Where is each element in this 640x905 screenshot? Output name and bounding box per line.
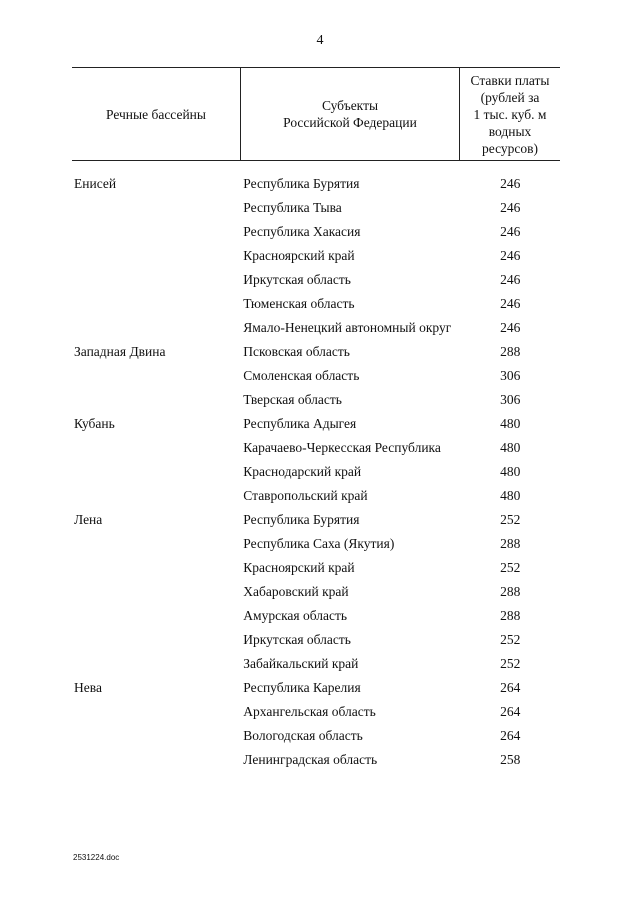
basin-cell	[72, 247, 243, 264]
basin-cell	[72, 295, 243, 312]
table-row	[72, 196, 560, 220]
rate-cell: 246	[500, 272, 521, 287]
basin-cell	[72, 583, 243, 600]
table-body	[72, 172, 560, 772]
rate-cell: 246	[500, 296, 521, 311]
subject-cell: Псковская область	[243, 344, 350, 359]
rate-cell: 288	[500, 608, 521, 623]
rate-cell: 252	[500, 656, 521, 671]
rate-cell: 258	[500, 752, 521, 767]
table-row	[72, 652, 560, 676]
table-row	[72, 580, 560, 604]
table-row	[72, 388, 560, 412]
subject-cell: Забайкальский край	[243, 656, 359, 671]
rate-cell: 246	[500, 248, 521, 263]
document-file-id: 2531224.doc	[73, 853, 120, 862]
rate-cell: 480	[500, 464, 521, 479]
subject-cell: Ямало-Ненецкий автономный округ	[243, 320, 452, 335]
table-row	[72, 268, 560, 292]
subject-cell: Республика Тыва	[243, 200, 342, 215]
basin-cell	[72, 751, 243, 768]
subject-cell: Ленинградская область	[243, 752, 378, 767]
header-rate: Ставки платы (рублей за 1 тыс. куб. м водных ресурсов)	[470, 72, 550, 156]
table-row	[72, 172, 560, 196]
subject-cell: Республика Саха (Якутия)	[243, 536, 395, 551]
table-row	[72, 700, 560, 724]
rate-cell: 246	[500, 224, 521, 239]
table-row	[72, 436, 560, 460]
table-row	[72, 676, 560, 700]
rate-cell: 306	[500, 368, 521, 383]
table-row	[72, 292, 560, 316]
rate-cell: 264	[500, 704, 521, 719]
rate-cell: 264	[500, 728, 521, 743]
table-row	[72, 220, 560, 244]
table-row	[72, 532, 560, 556]
table-header	[72, 67, 560, 161]
subject-cell: Республика Карелия	[243, 680, 361, 695]
basin-cell	[72, 367, 243, 384]
header-basin: Речные бассейны	[106, 106, 206, 122]
subject-cell: Краснодарский край	[243, 464, 362, 479]
subject-cell: Хабаровский край	[243, 584, 349, 599]
rate-cell: 288	[500, 584, 521, 599]
basin-cell	[72, 199, 243, 216]
rate-cell: 252	[500, 560, 521, 575]
basin-cell	[72, 607, 243, 624]
table-row	[72, 364, 560, 388]
basin-cell: Нева	[74, 680, 102, 695]
basin-cell	[72, 631, 243, 648]
subject-cell: Республика Адыгея	[243, 416, 357, 431]
subject-cell: Архангельская область	[243, 704, 376, 719]
basin-cell	[72, 391, 243, 408]
basin-cell	[72, 703, 243, 720]
subject-cell: Республика Бурятия	[243, 512, 360, 527]
subject-cell: Иркутская область	[243, 632, 351, 647]
subject-cell: Республика Хакасия	[243, 224, 361, 239]
table-row	[72, 316, 560, 340]
subject-cell: Вологодская область	[243, 728, 363, 743]
basin-cell	[72, 559, 243, 576]
basin-cell: Енисей	[74, 176, 117, 191]
basin-cell: Кубань	[74, 416, 115, 431]
rate-cell: 288	[500, 344, 521, 359]
subject-cell: Ставропольский край	[243, 488, 368, 503]
subject-cell: Красноярский край	[243, 248, 355, 263]
basin-cell: Западная Двина	[74, 344, 166, 359]
table-row	[72, 628, 560, 652]
rate-cell: 264	[500, 680, 521, 695]
subject-cell: Амурская область	[243, 608, 348, 623]
rate-cell: 288	[500, 536, 521, 551]
basin-cell	[72, 463, 243, 480]
table-row	[72, 244, 560, 268]
basin-cell	[72, 223, 243, 240]
subject-cell: Красноярский край	[243, 560, 355, 575]
subject-cell: Карачаево-Черкесская Республика	[243, 440, 441, 455]
table-row	[72, 412, 560, 436]
table-row	[72, 508, 560, 532]
table-row	[72, 748, 560, 772]
rate-cell: 246	[500, 320, 521, 335]
basin-cell	[72, 487, 243, 504]
rate-cell: 246	[500, 200, 521, 215]
rate-cell: 252	[500, 512, 521, 527]
rate-cell: 480	[500, 416, 521, 431]
subject-cell: Иркутская область	[243, 272, 351, 287]
rate-cell: 246	[500, 176, 521, 191]
page-number: 4	[316, 33, 324, 48]
rate-cell: 306	[500, 392, 521, 407]
basin-cell	[72, 727, 243, 744]
subject-cell: Смоленская область	[243, 368, 360, 383]
table-row	[72, 556, 560, 580]
table-row	[72, 340, 560, 364]
header-subject: Субъекты Российской Федерации	[283, 98, 417, 130]
basin-cell	[72, 271, 243, 288]
table-row	[72, 604, 560, 628]
basin-cell	[72, 655, 243, 672]
rate-cell: 480	[500, 440, 521, 455]
subject-cell: Тюменская область	[243, 296, 355, 311]
basin-cell	[72, 535, 243, 552]
subject-cell: Тверская область	[243, 392, 342, 407]
table-row	[72, 484, 560, 508]
rate-cell: 252	[500, 632, 521, 647]
basin-cell: Лена	[74, 512, 103, 527]
basin-cell	[72, 319, 243, 336]
rate-cell: 480	[500, 488, 521, 503]
table-row	[72, 460, 560, 484]
basin-cell	[72, 439, 243, 456]
subject-cell: Республика Бурятия	[243, 176, 360, 191]
table-row	[72, 724, 560, 748]
